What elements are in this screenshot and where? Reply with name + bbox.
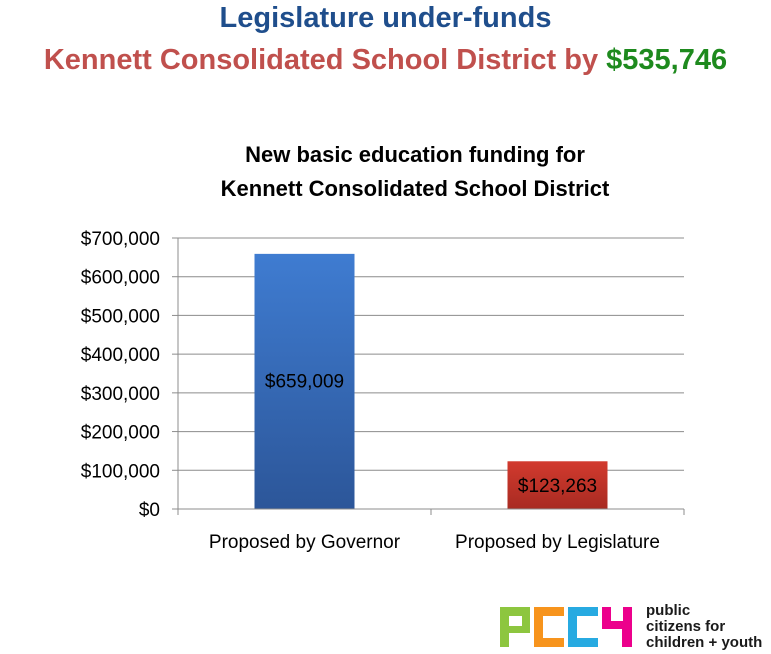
data-label: $123,263 [517,476,598,498]
pccy-logo-text [646,603,762,651]
gridlines [178,238,684,509]
headline-title: Legislature under-funds [219,2,552,34]
chart-title-line-1: New basic education funding for [245,142,585,167]
x-tick-label: Proposed by Legislature [455,532,660,553]
y-tick-label: $700,000 [80,229,160,250]
logo-line-1: public [646,602,691,619]
headline-amount: $535,746 [606,44,728,76]
logo-line-2: citizens for [646,618,726,635]
headline-district: Kennett Consolidated School District by [43,44,607,76]
y-tick-label: $600,000 [80,267,160,289]
y-tick-label: $400,000 [80,345,160,367]
x-axis [178,509,684,553]
y-tick-label: $0 [138,500,160,521]
chart-title-line-2: Kennett Consolidated School District [220,176,610,201]
logo-line-3: children + youth [646,634,763,651]
y-axis [81,229,178,521]
y-tick-label: $500,000 [80,306,160,328]
y-tick-label: $300,000 [80,383,160,405]
pccy-logo-icon [500,603,640,653]
y-tick-label: $100,000 [80,461,160,483]
x-tick-label: Proposed by Governor [208,532,401,553]
y-tick-label: $200,000 [80,422,160,444]
data-label: $659,009 [264,371,345,393]
